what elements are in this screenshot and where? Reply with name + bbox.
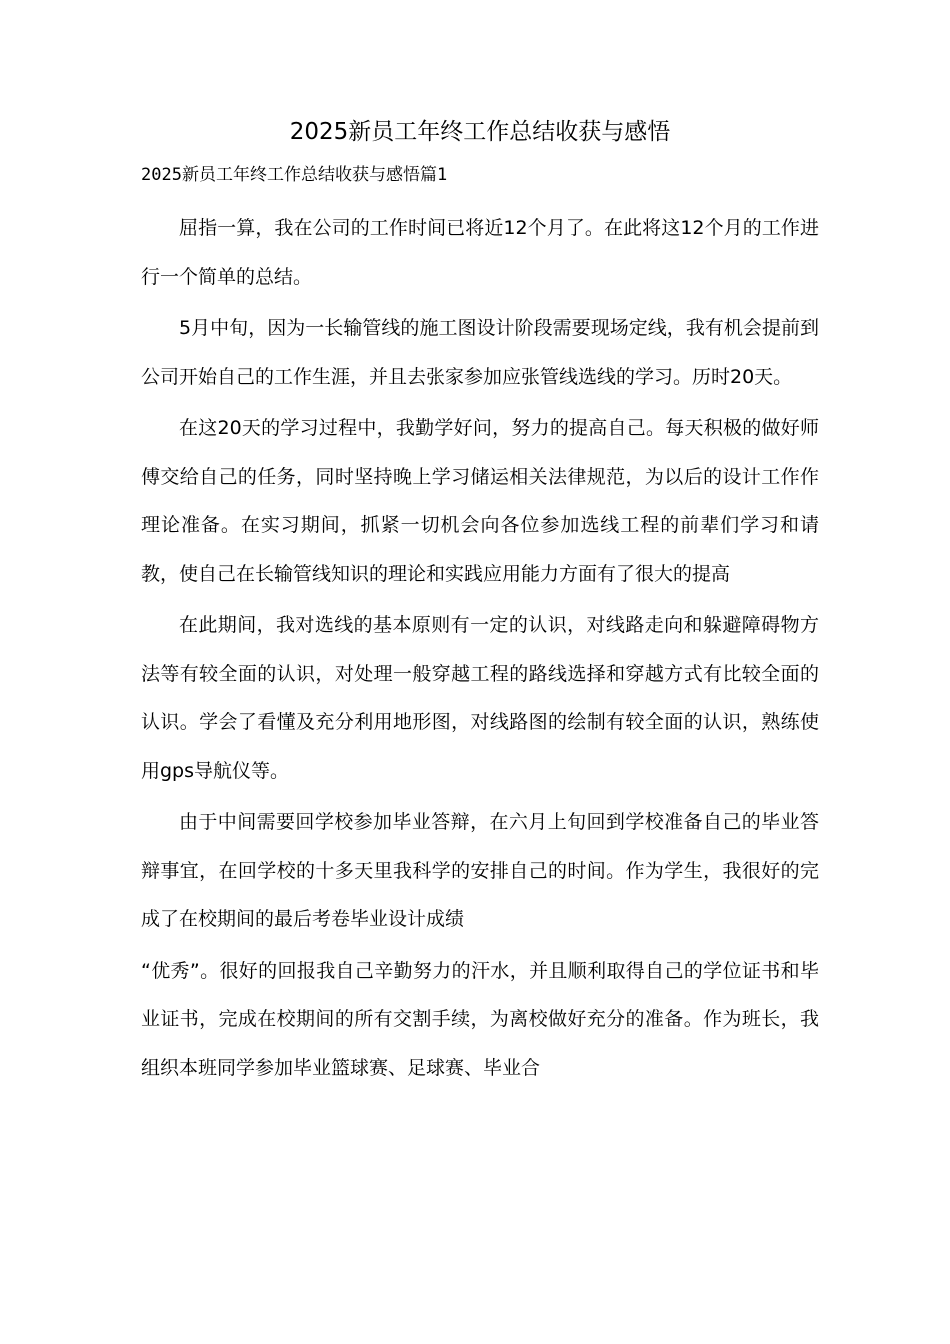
document-body (141, 112, 819, 1095)
document-title: 2025新员工年终工作总结收获与感悟 (289, 119, 671, 145)
paragraph-2: 5月中旬，因为一长输管线的施工图设计阶段需要现场定线，我有机会提前到公司开始自己的工作生涯，并且去张家参加应张管线选线的学习。历时20天。 (141, 317, 819, 388)
paragraph-4: 在此期间，我对选线的基本原则有一定的认识，对线路走向和躲避障碍物方法等有较全面的认识，对处理一般穿越工程的路线选择和穿越方式有比较全面的认识。学会了看懂及充分利用地形图，对线路图的绘制有较全面的认识，熟练使用gps导航仪等。 (141, 614, 819, 782)
paragraph-3: 在这20天的学习过程中，我勤学好问，努力的提高自己。每天积极的做好师傅交给自己的任务，同时坚持晚上学习储运相关法律规范，为以后的设计工作作理论准备。在实习期间，抓紧一切机会向各位参加选线工程的前辈们学习和请教，使自己在长输管线知识的理论和实践应用能力方面有了很大的提高 (141, 417, 819, 585)
paragraph-list (141, 204, 819, 1092)
paragraph-6: “优秀”。很好的回报我自己辛勤努力的汗水，并且顺利取得自己的学位证书和毕业证书，完成在校期间的所有交割手续，为离校做好充分的准备。作为班长，我组织本班同学参加毕业篮球赛、足球赛、毕业合 (141, 959, 819, 1079)
paragraph-5: 由于中间需要回学校参加毕业答辩，在六月上旬回到学校准备自己的毕业答辩事宜，在回学校的十多天里我科学的安排自己的时间。作为学生，我很好的完成了在校期间的最后考卷毕业设计成绩 (141, 811, 819, 930)
section-heading: 2025新员工年终工作总结收获与感悟篇1 (141, 165, 448, 185)
paragraph-1: 屈指一算，我在公司的工作时间已将近12个月了。在此将这12个月的工作进行一个简单的总结。 (141, 217, 819, 288)
